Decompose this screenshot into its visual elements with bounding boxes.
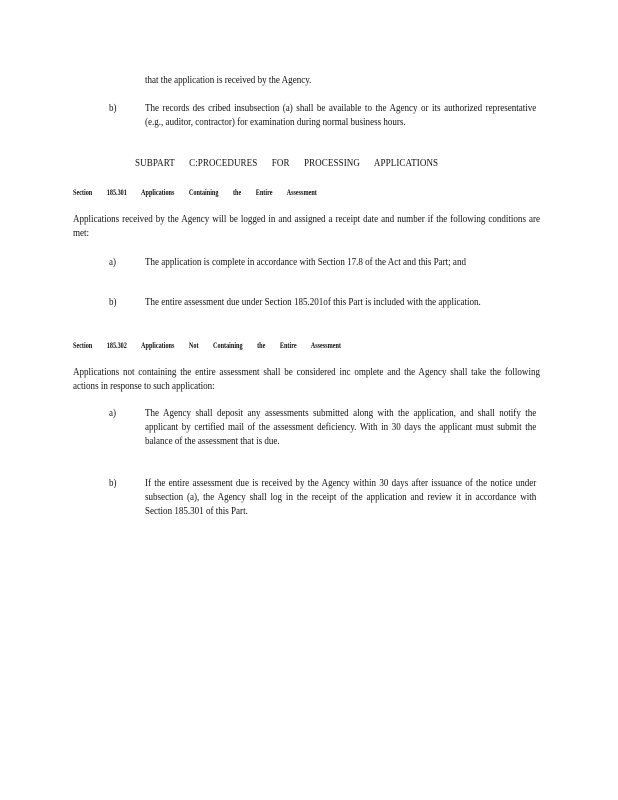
section-301-item-b-label: b) xyxy=(109,297,117,308)
continuation-text: that the application is received by the Agency. xyxy=(145,75,312,86)
section-301-item-a-label: a) xyxy=(109,257,117,268)
section-301-intro: Applications received by the Agency will be logged in and assigned a receipt date and number if the following conditions are met: xyxy=(73,214,540,239)
section-302-item-b-text: If the entire assessment due is received by the Agency within 30 days after issuance of the notice under subsection (a), the Agency shall log in the receipt of the application and review it in accordance with Section 185.301 of this Part. xyxy=(145,478,537,517)
section-302-item-a-label: a) xyxy=(109,408,117,419)
section-302-intro: Applications not containing the entire assessment shall be considered inc omplete and the Agency shall take the following actions in response to such application: xyxy=(73,367,540,392)
section-302-item-a-text: The Agency shall deposit any assessments submitted along with the application, and shall notify the applicant by certified mail of the assessment deficiency. With in 30 days the applicant must submit the balance of the assessment that is due. xyxy=(145,408,537,447)
section-301-item-a-text: The application is complete in accordance with Section 17.8 of the Act and this Part; and xyxy=(145,257,466,268)
section-302-item-b-label: b) xyxy=(109,478,117,489)
item-b-text: The records des cribed insubsection (a) shall be available to the Agency or its authorized representative (e.g., auditor, contractor) for examination during normal business hours. xyxy=(145,103,537,128)
section-301-heading: Section 185.301 Applications Containing the Entire Assessment xyxy=(73,187,317,197)
section-301-item-b-text: The entire assessment due under Section 185.201of this Part is included with the application. xyxy=(145,297,481,308)
subpart-heading: SUBPART C:PROCEDURES FOR PROCESSING APPLICATIONS xyxy=(135,158,439,169)
item-b-label: b) xyxy=(109,103,117,114)
section-302-heading: Section 185.302 Applications Not Containing the Entire Assessment xyxy=(73,340,341,350)
